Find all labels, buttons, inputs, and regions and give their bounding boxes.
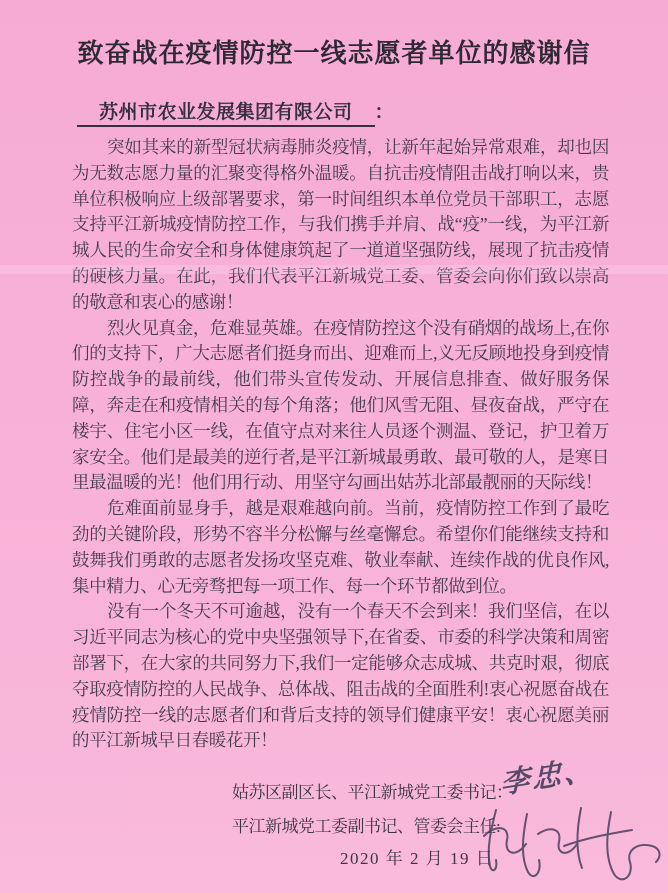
salutation-line [77,97,668,127]
letter-body [72,135,609,754]
signoff-title-1: 姑苏区副区长、平江新城党工委书记： [232,783,513,803]
handwritten-signature-director [480,800,668,893]
signoff-block [72,753,609,893]
salutation-colon: ： [374,102,394,123]
paragraph-3: 危难面前显身手，越是艰难越向前。当前，疫情防控工作到了最吃劲的关键阶段，形势不容半分松懈与丝毫懈怠。希望你们能继续支持和鼓舞我们勇敢的志愿者发扬攻坚克难、敬业奉献、连续作战的优良作风,集中精力、心无旁骛把每一项工作、每一个环节都做到位。 [72,498,609,596]
handwritten-signature-li-zhong: 李忠、 [500,753,596,801]
letter-date: 2020 年 2 月 19 日 [340,849,495,869]
recipient-name: 苏州市农业发展集团有限公司 [77,97,375,127]
paragraph-2: 烈火见真金，危难显英雄。在疫情防控这个没有硝烟的战场上,在你们的支持下，广大志愿者们挺身而出、迎难而上,义无反顾地投身到疫情防控战争的最前线，他们带头宣传发动、开展信息排查、做好服务保障，奔走在和疫情相关的每个角落；他们风雪无阻、昼夜奋战，严守在楼宇、住宅小区一线，在值守点对来往人员逐个测温、登记，护卫着万家安全。他们是最美的逆行者,是平江新城最勇敢、最可敬的人，是寒日里最温暖的光！他们用行动、用坚守勾画出姑苏北部最靓丽的天际线！ [72,317,609,493]
paragraph-4: 没有一个冬天不可逾越，没有一个春天不会到来！我们坚信，在以习近平同志为核心的党中央坚强领导下,在省委、市委的科学决策和周密部署下，在大家的共同努力下,我们一定能够众志成城、共克时艰，彻底夺取疫情防控的人民战争、总体战、阻击战的全面胜利!衷心祝愿奋战在疫情防控一线的志愿者们和背后支持的领导们健康平安！衷心祝愿美丽的平江新城早日春暖花开！ [72,601,609,751]
paragraph-1: 突如其来的新型冠状病毒肺炎疫情，让新年起始异常艰难，却也因为无数志愿力量的汇聚变得格外温暖。自抗击疫情阻击战打响以来，贵单位积极响应上级部署要求，第一时间组织本单位党员干部职工，志愿支持平江新城疫情防控工作，与我们携手并肩、战“疫”一线，为平江新城人民的生命安全和身体健康筑起了一道道坚强防线，展现了抗击疫情的硬核力量。在此，我们代表平江新城党工委、管委会向你们致以崇高的敬意和衷心的感谢！ [72,137,609,312]
letter-title: 致奋战在疫情防控一线志愿者单位的感谢信 [77,39,591,68]
signoff-title-2: 平江新城党工委副书记、管委会主任: [232,817,501,837]
